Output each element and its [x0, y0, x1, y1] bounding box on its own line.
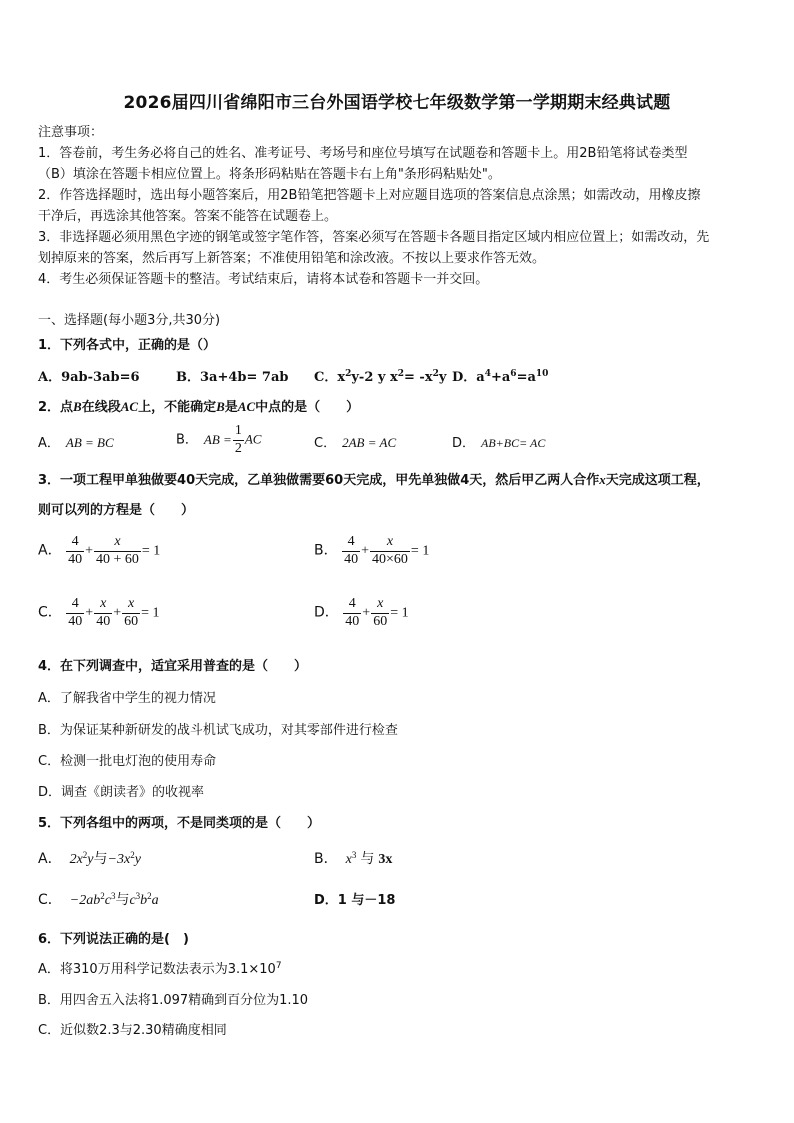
q1-option-d: D．$a^4+a^6=a^{10}$	[452, 369, 549, 385]
q3-option-c: C． $\frac{4}{40}$ + $\frac{x}{40}$ + $\frac{x}{60}$ = 1	[38, 596, 160, 629]
q2-stem: 2．点B在线段AC上，不能确定B是AC中点的是（ ）	[38, 399, 360, 415]
notice-line-1: 1．答卷前，考生务必将自己的姓名、准考证号、考场号和座位号填写在试题卷和答题卡上。用2B铅笔将试卷类型	[38, 146, 688, 161]
q6-option-c: C．近似数2.3与2.30精确度相同	[38, 1023, 227, 1038]
q1-option-b: B．3a+4b= 7ab	[176, 370, 289, 385]
notice-line-5: 3．非选择题必须用黑色字迹的钢笔或签字笔作答，答案必须写在答题卡各题目指定区域内相应位置上；如需改动，先	[38, 230, 710, 245]
q5-option-a: A． $2x^2y$与$-3x^2y$	[38, 850, 141, 867]
q2-option-b: B． AB = $\frac{1}{2}$ AC	[176, 423, 262, 456]
notice-line-7: 4．考生必须保证答题卡的整洁。考试结束后，请将本试卷和答题卡一并交回。	[38, 272, 489, 287]
q4-option-b: B．为保证某种新研发的战斗机试飞成功，对其零部件进行检查	[38, 723, 398, 738]
q1-stem: 1．下列各式中，正确的是（）	[38, 338, 217, 353]
q5-option-d: D．1 与－18	[314, 893, 396, 908]
page-title: 2026届四川省绵阳市三台外国语学校七年级数学第一学期期末经典试题	[123, 93, 671, 113]
q2-option-a: A． AB = BC	[38, 435, 114, 451]
notice-line-6: 划掉原来的答案，然后再写上新答案；不准使用铅笔和涂改液。不按以上要求作答无效。	[38, 251, 546, 266]
q6-option-a: A．将310万用科学记数法表示为$3.1\times 10^7$	[38, 961, 282, 977]
q6-stem: 6．下列说法正确的是( )	[38, 932, 189, 947]
q6-option-b: B．用四舍五入法将1.097精确到百分位为1.10	[38, 993, 309, 1008]
q4-option-a: A．了解我省中学生的视力情况	[38, 691, 216, 706]
q1-option-a: A．9ab-3ab=6	[38, 370, 140, 385]
q5-option-b: B． $x^3$ 与 3x	[314, 850, 393, 867]
q2-option-d: D． AB+BC= AC	[452, 436, 546, 451]
notice-line-3: 2．作答选择题时，选出每小题答案后，用2B铅笔把答题卡上对应题目选项的答案信息点涂黑；如需改动，用橡皮擦	[38, 188, 701, 203]
q5-stem: 5．下列各组中的两项，不是同类项的是（ ）	[38, 816, 321, 831]
notice-line-2: （B）填涂在答题卡相应位置上。将条形码粘贴在答题卡右上角"条形码粘贴处"。	[38, 167, 501, 182]
q2-option-c: C． 2AB = AC	[314, 435, 397, 451]
q4-option-c: C．检测一批电灯泡的使用寿命	[38, 754, 217, 769]
q3-option-d: D． $\frac{4}{40}$ + $\frac{x}{60}$ = 1	[314, 596, 409, 629]
q4-option-d: D．调查《朗读者》的收视率	[38, 785, 205, 800]
q5-option-c: C． $-2ab^2c^3$与$c^3b^2a$	[38, 891, 159, 908]
q3-stem-line-2: 则可以列的方程是（ ）	[38, 503, 195, 518]
notice-line-4: 干净后，再选涂其他答案。答案不能答在试题卷上。	[38, 209, 338, 224]
q3-option-a: A． $\frac{4}{40}$ + $\frac{x}{40 + 60}$ = 1	[38, 534, 161, 567]
notice-heading: 注意事项：	[38, 125, 104, 140]
section-heading: 一、选择题(每小题3分,共30分)	[38, 313, 221, 328]
q4-stem: 4．在下列调查中，适宜采用普查的是（ ）	[38, 659, 308, 674]
q3-stem-line-1: 3．一项工程甲单独做要40天完成，乙单独做需要60天完成，甲先单独做4天，然后甲乙两人合作x天完成这项工程，	[38, 472, 710, 488]
q3-option-b: B． $\frac{4}{40}$ + $\frac{x}{40\times 60}$ = 1	[314, 534, 430, 567]
q1-option-c: C．$x^2y-2$ y $x^2= -x^2y$	[314, 369, 447, 385]
